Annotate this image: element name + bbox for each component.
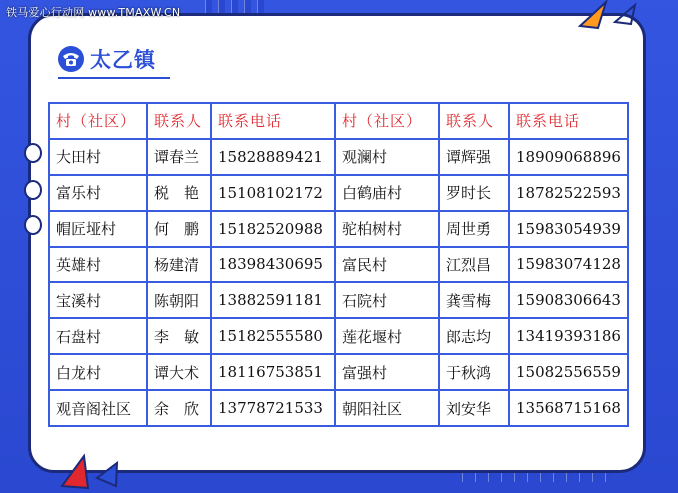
binder-ring bbox=[24, 143, 42, 163]
village-cell: 宝溪村 bbox=[49, 282, 147, 318]
telephone-icon bbox=[58, 46, 84, 72]
table-row bbox=[49, 318, 628, 354]
contact-cell: 郎志均 bbox=[439, 318, 509, 354]
phone-cell: 15828889421 bbox=[211, 139, 335, 175]
table-row bbox=[49, 282, 628, 318]
contact-cell: 罗时长 bbox=[439, 175, 509, 211]
header-phone: 联系电话 bbox=[509, 103, 628, 139]
contact-cell: 龚雪梅 bbox=[439, 282, 509, 318]
village-cell: 富强村 bbox=[335, 354, 439, 390]
contact-cell: 何 鹏 bbox=[147, 211, 211, 247]
contact-cell: 刘安华 bbox=[439, 390, 509, 426]
phone-cell: 15983074128 bbox=[509, 247, 628, 283]
village-cell: 朝阳社区 bbox=[335, 390, 439, 426]
contact-cell: 周世勇 bbox=[439, 211, 509, 247]
phone-cell: 15983054939 bbox=[509, 211, 628, 247]
village-cell: 帽匠垭村 bbox=[49, 211, 147, 247]
village-cell: 英雄村 bbox=[49, 247, 147, 283]
outline-triangle-icon bbox=[612, 2, 638, 26]
phone-cell: 15108102172 bbox=[211, 175, 335, 211]
contact-cell: 于秋鸿 bbox=[439, 354, 509, 390]
section-heading bbox=[58, 44, 156, 74]
village-cell: 石盘村 bbox=[49, 318, 147, 354]
phone-cell: 15182520988 bbox=[211, 211, 335, 247]
phone-cell: 13568715168 bbox=[509, 390, 628, 426]
village-cell: 莲花堰村 bbox=[335, 318, 439, 354]
village-cell: 观音阁社区 bbox=[49, 390, 147, 426]
phone-cell: 13419393186 bbox=[509, 318, 628, 354]
phone-cell: 18782522593 bbox=[509, 175, 628, 211]
phone-cell: 15182555580 bbox=[211, 318, 335, 354]
header-contact: 联系人 bbox=[147, 103, 211, 139]
table-row bbox=[49, 175, 628, 211]
contact-cell: 李 敏 bbox=[147, 318, 211, 354]
binder-ring bbox=[24, 215, 42, 235]
watermark: 铁马爱心行动网 www.TMAXW.CN bbox=[6, 6, 181, 19]
village-cell: 富民村 bbox=[335, 247, 439, 283]
red-triangle-icon bbox=[58, 452, 90, 490]
contact-cell: 谭春兰 bbox=[147, 139, 211, 175]
village-cell: 富乐村 bbox=[49, 175, 147, 211]
village-cell: 大田村 bbox=[49, 139, 147, 175]
contact-cell: 陈朝阳 bbox=[147, 282, 211, 318]
header-phone: 联系电话 bbox=[211, 103, 335, 139]
table-row bbox=[49, 139, 628, 175]
contact-cell: 杨建清 bbox=[147, 247, 211, 283]
page-title: 太乙镇 bbox=[90, 48, 156, 72]
contact-cell: 谭辉强 bbox=[439, 139, 509, 175]
phone-cell: 15908306643 bbox=[509, 282, 628, 318]
table-row bbox=[49, 390, 628, 426]
table-row bbox=[49, 354, 628, 390]
contact-cell: 余 欣 bbox=[147, 390, 211, 426]
table-row bbox=[49, 247, 628, 283]
header-contact: 联系人 bbox=[439, 103, 509, 139]
village-cell: 白鹤庙村 bbox=[335, 175, 439, 211]
phone-cell: 18909068896 bbox=[509, 139, 628, 175]
phone-cell: 13778721533 bbox=[211, 390, 335, 426]
header-village: 村（社区） bbox=[335, 103, 439, 139]
binder-ring bbox=[24, 180, 42, 200]
title-underline bbox=[58, 77, 170, 79]
phone-cell: 15082556559 bbox=[509, 354, 628, 390]
contact-cell: 江烈昌 bbox=[439, 247, 509, 283]
table-row bbox=[49, 211, 628, 247]
phone-cell: 18398430695 bbox=[211, 247, 335, 283]
header-village: 村（社区） bbox=[49, 103, 147, 139]
phone-cell: 18116753851 bbox=[211, 354, 335, 390]
village-cell: 驼柏树村 bbox=[335, 211, 439, 247]
contact-cell: 税 艳 bbox=[147, 175, 211, 211]
village-cell: 观澜村 bbox=[335, 139, 439, 175]
contact-table bbox=[48, 102, 629, 427]
decor-ticks-top bbox=[205, 0, 264, 14]
table-header-row bbox=[49, 103, 628, 139]
village-cell: 石院村 bbox=[335, 282, 439, 318]
blue-triangle-icon bbox=[94, 460, 120, 488]
orange-triangle-icon bbox=[578, 0, 608, 30]
contact-cell: 谭大术 bbox=[147, 354, 211, 390]
village-cell: 白龙村 bbox=[49, 354, 147, 390]
phone-cell: 13882591181 bbox=[211, 282, 335, 318]
